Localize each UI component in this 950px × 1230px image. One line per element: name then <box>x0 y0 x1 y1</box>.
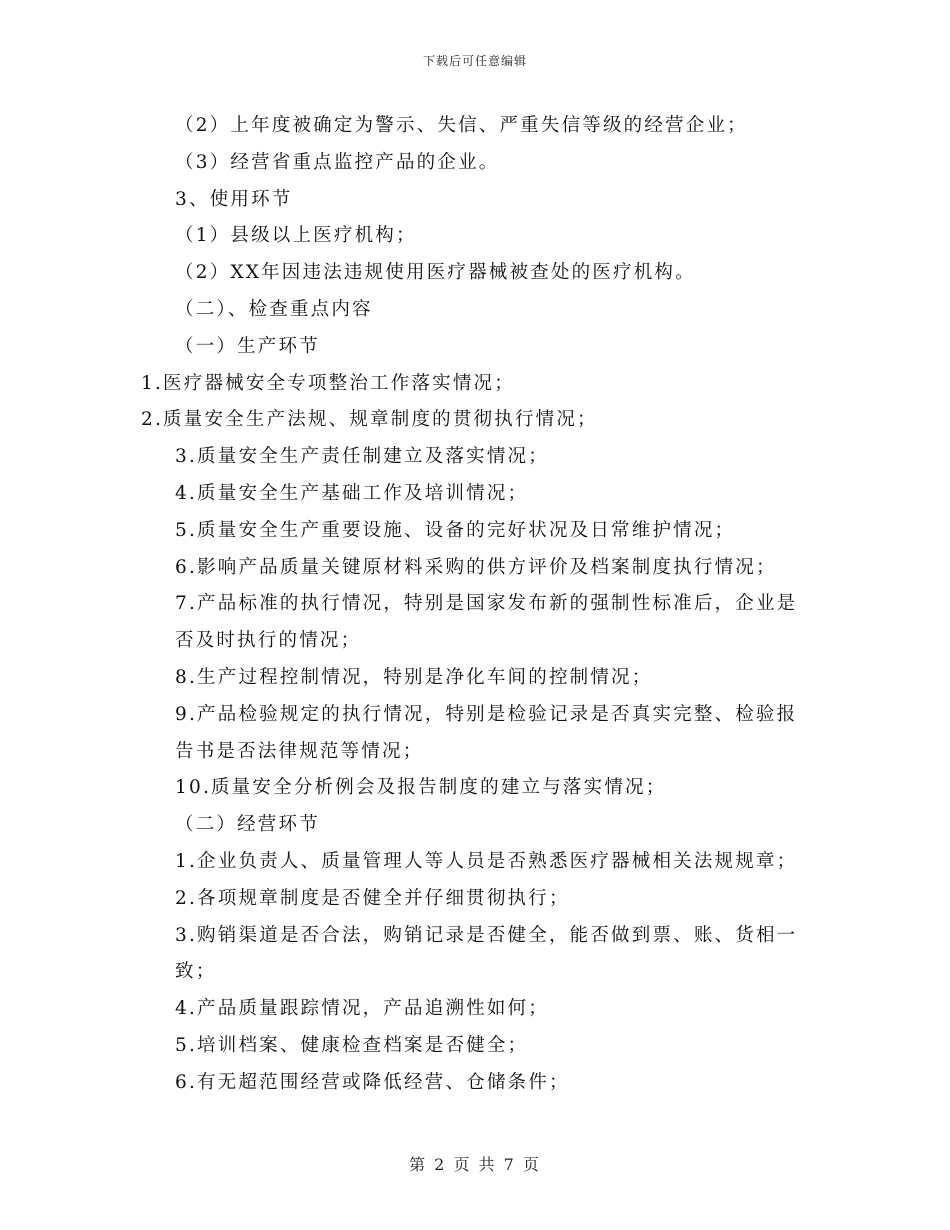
section-heading: （二）经营环节 <box>175 814 320 836</box>
list-item: 6.有无超范围经营或降低经营、仓储条件； <box>175 1071 570 1093</box>
paragraph: （2）XX年因违法违规使用医疗器械被查处的医疗机构。 <box>175 262 696 284</box>
list-item: 9.产品检验规定的执行情况，特别是检验记录是否真实完整、检验报告书是否法律规范等情况； <box>175 703 798 762</box>
section-heading: （二）、检查重点内容 <box>175 298 373 320</box>
paragraph: （1）县级以上医疗机构； <box>175 225 417 247</box>
page-header: 下载后可任意编辑 <box>422 54 527 68</box>
section-heading: （一）生产环节 <box>175 335 320 357</box>
list-item: 5.质量安全生产重要设施、设备的完好状况及日常维护情况； <box>175 519 736 541</box>
list-item: 5.培训档案、健康检查档案是否健全； <box>175 1034 529 1056</box>
list-item: 1.医疗器械安全专项整治工作落实情况； <box>141 372 515 394</box>
list-item: 2.质量安全生产法规、规章制度的贯彻执行情况； <box>141 409 598 431</box>
list-item: 2.各项规章制度是否健全并仔细贯彻执行； <box>175 887 570 909</box>
list-item: 4.产品质量跟踪情况，产品追溯性如何； <box>175 998 549 1020</box>
list-item: 7.产品标准的执行情况，特别是国家发布新的强制性标准后，企业是否及时执行的情况； <box>175 593 798 652</box>
list-item: 4.质量安全生产基础工作及培训情况； <box>175 482 529 504</box>
list-item: 3.购销渠道是否合法，购销记录是否健全，能否做到票、账、货相一致； <box>175 924 798 983</box>
paragraph: （2）上年度被确定为警示、失信、严重失信等级的经营企业； <box>175 115 748 136</box>
page-number: 第 2 页 共 7 页 <box>409 1155 541 1174</box>
section-heading: 3、使用环节 <box>175 188 293 210</box>
document-body <box>141 108 813 1102</box>
list-item: 10.质量安全分析例会及报告制度的建立与落实情况； <box>175 777 667 799</box>
list-item: 8.生产过程控制情况，特别是净化车间的控制情况； <box>175 666 653 688</box>
list-item: 3.质量安全生产责任制建立及落实情况； <box>175 446 549 468</box>
list-item: 6.影响产品质量关键原材料采购的供方评价及档案制度执行情况； <box>175 556 777 578</box>
paragraph: （3）经营省重点监控产品的企业。 <box>175 151 500 173</box>
list-item: 1.企业负责人、质量管理人等人员是否熟悉医疗器械相关法规规章； <box>175 850 798 872</box>
